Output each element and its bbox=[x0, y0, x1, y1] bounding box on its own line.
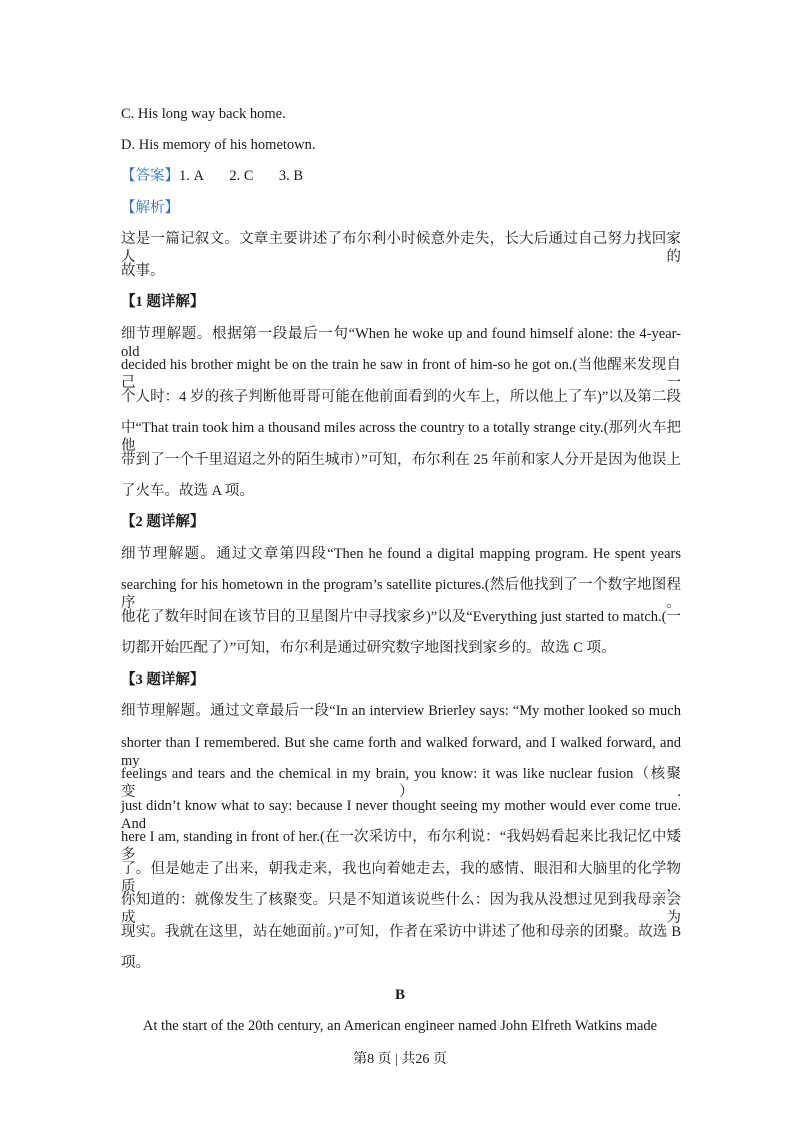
q1-line: 个人时：4 岁的孩子判断他哥哥可能在他前面看到的火车上，所以他上了车)”以及第二段 bbox=[121, 389, 681, 405]
q2-heading: 【2 题详解】 bbox=[121, 514, 205, 530]
section-title: B bbox=[394, 987, 405, 1003]
intro-line: 故事。 bbox=[121, 263, 165, 279]
q1-line: decided his brother might be on the train he saw in front of him-so he got on.(当他醒来发现自己一 bbox=[121, 357, 681, 391]
q3-line: feelings and tears and the chemical in my brain, you know: it was like nuclear fusion（核聚变）. bbox=[121, 766, 681, 800]
option-d: D. His memory of his hometown. bbox=[121, 137, 316, 153]
q2-line: 细节理解题。通过文章第四段“Then he found a digital mapping program. He spent years bbox=[121, 546, 681, 562]
q2-line: 他花了数年时间在该节目的卫星图片中寻找家乡)”以及“Everything just started to match.(一 bbox=[121, 609, 681, 625]
q3-line: just didn’t know what to say: because I never thought seeing my mother would ever come true. And bbox=[121, 798, 681, 832]
section-first-line: At the start of the 20th century, an American engineer named John Elfreth Watkins made bbox=[142, 1018, 658, 1034]
q3-line: 项。 bbox=[121, 955, 150, 971]
q2-line: searching for his hometown in the program’s satellite pictures.(然后他找到了一个数字地图程序。 bbox=[121, 577, 681, 611]
q3-line: 细节理解题。通过文章最后一段“In an interview Brierley says: “My mother looked so much bbox=[121, 703, 681, 719]
page-footer: 第8 页 | 共26 页 bbox=[353, 1052, 447, 1067]
q3-line: 现实。我就在这里，站在她面前。)”可知，作者在采访中讲述了他和母亲的团聚。故选 B bbox=[121, 924, 681, 940]
q2-line: 切都开始匹配了）”可知，布尔利是通过研究数字地图找到家乡的。故选 C 项。 bbox=[121, 640, 616, 656]
q3-line: here I am, standing in front of her.(在一次采访中，布尔利说：“我妈妈看起来比我记忆中矮多 bbox=[121, 829, 681, 863]
q1-heading: 【1 题详解】 bbox=[121, 294, 205, 310]
q3-line: 你知道的：就像发生了核聚变。只是不知道该说些什么：因为我从没想过见到我母亲会成为 bbox=[121, 892, 681, 926]
answer-tag: 【答案】 bbox=[121, 168, 179, 184]
answer-text: 1. A 2. C 3. B bbox=[179, 168, 304, 184]
q1-line: 带到了一个千里迢迢之外的陌生城市）”可知，布尔利在 25 年前和家人分开是因为他误上 bbox=[121, 452, 681, 468]
q3-line: shorter than I remembered. But she came forth and walked forward, and I walked forward, and my bbox=[121, 735, 681, 769]
q3-line: 了。但是她走了出来，朝我走来，我也向着她走去，我的感情、眼泪和大脑里的化学物质， bbox=[121, 861, 681, 895]
q3-heading: 【3 题详解】 bbox=[121, 672, 205, 688]
q1-line: 细节理解题。根据第一段最后一句“When he woke up and found himself alone: the 4-year-old bbox=[121, 326, 681, 360]
option-c: C. His long way back home. bbox=[121, 106, 286, 122]
intro-line: 这是一篇记叙文。文章主要讲述了布尔利小时候意外走失，长大后通过自己努力找回家人的 bbox=[121, 231, 681, 265]
q1-line: 了火车。故选 A 项。 bbox=[121, 483, 254, 499]
q1-line: 中“That train took him a thousand miles across the country to a totally strange city.(那列火车把他 bbox=[121, 420, 682, 454]
analysis-tag: 【解析】 bbox=[121, 200, 179, 216]
answer-line bbox=[121, 167, 681, 185]
